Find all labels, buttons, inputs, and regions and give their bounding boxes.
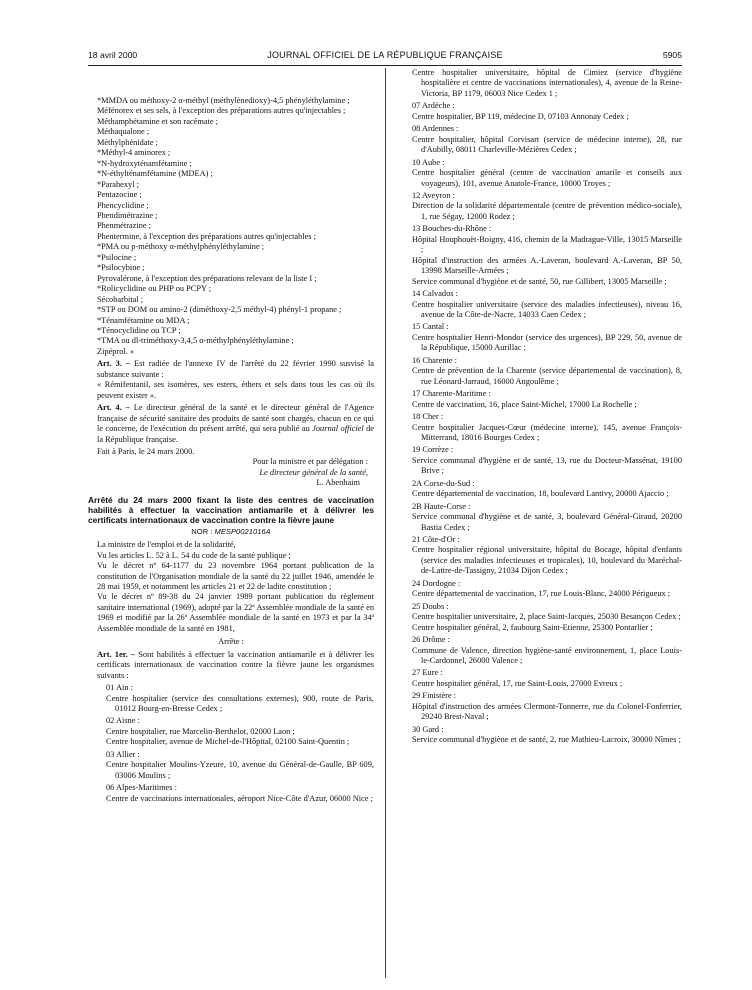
department-name: 03 Allier : — [106, 749, 140, 759]
department-block — [394, 668, 682, 689]
department-name: 07 Ardèche : — [412, 101, 455, 111]
department-entry: Centre hospitalier, hôpital Corvisart (service de médecine interne), 28, rue d'Aubilly, 08011 Charleville-Mézières Cedex ; — [412, 134, 682, 155]
department-name: 14 Calvados : — [412, 289, 458, 299]
substance-item: *Ténamfétamine ou MDA ; — [97, 315, 190, 325]
substance-item: Méfénorex et ses sels, à l'exception des préparations autres qu'injectables ; — [97, 106, 346, 116]
substance-item: *STP ou DOM ou amino-2 (diméthoxy-2,5 méthyl-4) phényl-1 propane ; — [97, 305, 342, 315]
substance-item: Phenmétrazine ; — [97, 221, 151, 231]
visa-2: Vu le décret nº 64-1177 du 23 novembre 1964 portant publication de la constitution de l'Organisation mondiale de la santé du 22 juillet 1946, amendée le 28 mai 1959, et notamment les articles 21 et 22 de ladite constitution ; — [97, 561, 374, 592]
department-name: 02 Aisne : — [106, 716, 140, 726]
article-1 — [88, 650, 374, 681]
visa-3: Vu le décret nº 89-38 du 24 janvier 1989 portant publication du règlement sanitaire international (1969), adopté par la 22ª Assemblée mondiale de la santé en 1969 et modifié par la 26ª Assemblée mondiale de la santé en 1973 et par la 34ª Assemblée mondiale de la santé en 1981, — [97, 592, 374, 633]
department-entry: Centre hospitalier universitaire, 2, place Saint-Jacques, 25030 Besançon Cedex ; — [412, 612, 681, 622]
article-1-label: Art. 1er. – — [97, 649, 136, 659]
department-name: 21 Côte-d'Or : — [412, 535, 460, 545]
department-entry: Centre hospitalier, BP 119, médecine D, 07103 Annonay Cedex ; — [412, 111, 629, 121]
department-block — [394, 602, 682, 633]
department-block — [88, 683, 374, 714]
department-entry: Centre hospitalier régional universitaire, hôpital du Bocage, hôpital d'enfants (service des maladies infectieuses et tropicales), 10, boulevard du Maréchal-de-Lattre-de-Tassigny, 21034 Dijon Cedex ; — [412, 545, 682, 576]
nor-reference — [88, 527, 374, 537]
department-entry: Centre hospitalier général, 2, faubourg Saint-Etienne, 25300 Pontarlier ; — [412, 622, 653, 632]
department-entry: Commune de Valence, direction hygiène-santé environnement, 1, place Louis-le-Cardonnel, 26000 Valence ; — [412, 645, 682, 666]
department-entry: Service communal d'hygiène et de santé, 50, rue Gillibert, 13005 Marseille ; — [412, 276, 667, 286]
article-3 — [88, 359, 374, 380]
department-name: 12 Aveyron : — [412, 190, 455, 200]
department-entry: Hôpital Houphouët-Boigny, 416, chemin de la Madrague-Ville, 13015 Marseille ; — [412, 234, 682, 255]
department-block — [394, 224, 682, 287]
substance-item: Phentermine, à l'exception des préparations autres qu'injectables ; — [97, 231, 316, 241]
department-name: 29 Finistère : — [412, 691, 457, 701]
department-entry: Service communal d'hygiène et de santé, 3, boulevard Général-Giraud, 20200 Bastia Cedex ; — [412, 512, 682, 532]
substance-item: *PMA ou p-méthoxy α-méthylphényléthylamine ; — [97, 242, 265, 252]
department-block — [394, 445, 682, 476]
substance-item: Phendimétrazine ; — [97, 210, 158, 220]
department-name: 19 Corrèze : — [412, 445, 454, 455]
header-date: 18 avril 2000 — [88, 50, 138, 60]
department-entry: Centre départemental de vaccination, 18, boulevard Lantivy, 20000 Ajaccio ; — [412, 489, 669, 499]
department-block — [394, 635, 682, 666]
department-name: 10 Aube : — [412, 157, 445, 167]
substance-item: *Méthyl-4 aminorex ; — [97, 148, 171, 158]
department-entry: Centre hospitalier universitaire, hôpital de Cimiez (service d'hygiène hospitalière et centre de vaccinations internationales), 4, avenue de la Reine-Victoria, BP 1179, 06003 Nice Cedex 1 ; — [412, 68, 682, 98]
page-number: 5905 — [662, 50, 682, 60]
journal-officiel-ref: Journal officiel — [312, 424, 364, 434]
substance-item: *N-hydroxyténamfétamine ; — [97, 158, 192, 168]
department-block — [394, 158, 682, 189]
department-name: 16 Charente : — [412, 355, 457, 365]
department-block — [394, 289, 682, 320]
right-column — [394, 68, 682, 746]
left-column — [88, 96, 374, 804]
department-block — [394, 691, 682, 722]
department-block — [394, 412, 682, 443]
department-name: 25 Doubs : — [412, 601, 449, 611]
substance-item: *Psilocybine ; — [97, 263, 145, 273]
department-list-right — [394, 101, 682, 745]
department-block — [394, 479, 682, 500]
substance-item: *Parahexyl ; — [97, 179, 139, 189]
department-block — [394, 356, 682, 387]
department-entry: Centre de prévention de la Charente (service départemental de vaccination), 8, rue Léonard-Jarraud, 16000 Angoulême ; — [412, 366, 682, 386]
signature-line-1: Pour la ministre et par délégation : — [252, 457, 368, 467]
substance-item: *TMA ou dl-triméthoxy-3,4,5 α-méthylphényléthylamine ; — [97, 336, 294, 346]
department-entry: Centre hospitalier universitaire (service des maladies infectieuses), niveau 16, avenue de la Côte-de-Nacre, 14033 Caen Cedex ; — [412, 299, 682, 319]
department-name: 2A Corse-du-Sud : — [412, 478, 475, 488]
article-1-text: Sont habilités à effectuer la vaccination antiamarile et à délivrer les certificats internationaux de vaccination contre la fièvre jaune les organismes suivants : — [97, 649, 374, 680]
department-block — [394, 579, 682, 600]
department-entry: Centre hospitalier (service des consultations externes), 900, route de Paris, 01012 Bourg-en-Bresse Cedex ; — [106, 693, 374, 714]
department-entry: Centre de vaccinations internationales, aéroport Nice-Côte d'Azur, 06000 Nice ; — [106, 793, 373, 803]
minister-line: La ministre de l'emploi et de la solidarité, — [97, 540, 236, 550]
article-3-quote: « Rémifentanil, ses isomères, ses esters, éthers et sels dans tous les cas où ils peuvent exister ». — [97, 380, 374, 400]
decree-title: Arrêté du 24 mars 2000 fixant la liste des centres de vaccination habilités à effectuer la vaccination antiamarile et à délivrer les certificats internationaux de vaccination contre la fièvre jaune — [88, 494, 374, 525]
nor-label: NOR : — [191, 526, 213, 536]
department-name: 01 Ain : — [106, 683, 133, 693]
department-entry: Centre hospitalier Henri-Mondor (service des urgences), BP 229, 50, avenue de la République, 15000 Aurillac ; — [412, 332, 682, 353]
department-block — [394, 101, 682, 122]
column-divider — [385, 68, 386, 978]
page-header — [88, 50, 682, 64]
department-name: 26 Drôme : — [412, 635, 451, 645]
signature-name: L. Abenhaim — [316, 478, 360, 488]
department-block — [394, 502, 682, 533]
substance-item: *N-éthylténamfétamine (MDEA) ; — [97, 169, 213, 179]
department-entry: Centre départemental de vaccination, 17, rue Louis-Blanc, 24000 Périgueux ; — [412, 589, 671, 599]
department-block — [88, 750, 374, 781]
department-list-left — [88, 683, 374, 804]
substance-item: Méthamphétamine et son racémate ; — [97, 116, 218, 126]
department-name: 30 Gard : — [412, 724, 444, 734]
substance-item: *Rolicyclidine ou PHP ou PCPY ; — [97, 284, 212, 294]
article-4-label: Art. 4. – — [97, 403, 130, 413]
department-name: 27 Eure : — [412, 668, 443, 678]
article-4-text: Le directeur général de la santé et le directeur général de l'Agence française de sécurité sanitaire des produits de santé sont chargés, chacun en ce qui le concerne, de l'exécution du présent arrêté, qui sera publié au — [97, 403, 374, 434]
substance-item: Pentazocine ; — [97, 190, 142, 200]
substance-item: *MMDA ou méthoxy-2 α-méthyl (méthylènedioxy)-4,5 phényléthylamine ; — [97, 96, 350, 105]
article-3-label: Art. 3. – — [97, 359, 131, 369]
department-entry: Centre hospitalier, rue Marcelin-Berthelot, 02000 Laon ; — [106, 726, 295, 736]
department-block — [88, 716, 374, 747]
signature-date: Fait à Paris, le 24 mars 2000. — [97, 446, 195, 456]
department-block — [394, 389, 682, 410]
department-name: 24 Dordogne : — [412, 578, 461, 588]
visa-1: Vu les articles L. 52 à L. 54 du code de la santé publique ; — [97, 550, 291, 560]
department-entry: Hôpital d'instruction des armées A.-Laveran, boulevard A.-Laveran, BP 50, 13998 Marseille-Armées ; — [412, 255, 682, 276]
department-entry: Centre hospitalier général, 17, rue Saint-Louis, 27000 Evreux ; — [412, 678, 623, 688]
journal-title: JOURNAL OFFICIEL DE LA RÉPUBLIQUE FRANÇAISE — [267, 50, 503, 60]
department-block — [394, 535, 682, 577]
substance-item: *Psilocine ; — [97, 252, 137, 262]
department-name: 18 Cher : — [412, 412, 444, 422]
nor-value: MESP0021016A — [214, 526, 271, 536]
department-block — [394, 191, 682, 222]
department-entry: Hôpital d'instruction des armées Clermont-Tonnerre, rue du Colonel-Fonferrier, 29240 Brest-Naval ; — [412, 701, 682, 722]
department-entry: Service communal d'hygiène et de santé, 2, rue Mathieu-Lacroix, 30000 Nîmes ; — [412, 735, 681, 745]
substance-item: Sécobarbital ; — [97, 294, 144, 304]
substance-item: Pyrovalérone, à l'exception des préparations relevant de la liste I ; — [97, 273, 317, 283]
department-name: 13 Bouches-du-Rhône : — [412, 224, 492, 234]
department-name: 2B Haute-Corse : — [412, 501, 471, 511]
department-block — [88, 783, 374, 804]
department-name: 15 Cantal : — [412, 322, 449, 332]
substance-item: *Ténocyclidine ou TCP ; — [97, 325, 181, 335]
department-name: 08 Ardennes : — [412, 124, 459, 134]
article-4-end: de la République française. — [97, 424, 374, 444]
department-entry: Centre de vaccination, 16, place Saint-Michel, 17000 La Rochelle ; — [412, 399, 637, 409]
substance-item: Méthylphénidate ; — [97, 137, 158, 147]
department-entry: Centre hospitalier Jacques-Cœur (médecine interne), 145, avenue François-Mitterrand, 18016 Bourges Cedex ; — [412, 422, 682, 442]
substance-item: Méthaqualone ; — [97, 127, 150, 137]
department-name: 06 Alpes-Maritimes : — [106, 783, 177, 793]
department-entry: Direction de la solidarité départementale (centre de prévention médico-sociale), 1, rue Ségay, 12000 Rodez ; — [412, 201, 682, 221]
article-3-text: Est radiée de l'annexe IV de l'arrêté du 22 février 1990 susvisé la substance suivante : — [97, 359, 374, 379]
department-entry: Centre hospitalier général (centre de vaccination amarile et conseils aux voyageurs), 101, avenue Anatole-France, 10000 Troyes ; — [412, 168, 682, 188]
department-block — [394, 725, 682, 746]
department-name: 17 Charente-Maritime : — [412, 389, 491, 399]
department-block — [394, 322, 682, 353]
header-rule — [88, 65, 682, 66]
department-block — [394, 124, 682, 155]
department-entry: Centre hospitalier Moulins-Yzeure, 10, avenue du Général-de-Gaulle, BP 609, 03006 Moulins ; — [106, 760, 374, 780]
department-entry: Service communal d'hygiène et de santé, 13, rue du Docteur-Massénat, 19100 Brive ; — [412, 455, 682, 476]
substance-list — [88, 96, 374, 357]
signature-line-2: Le directeur général de la santé, — [259, 467, 368, 477]
department-entry: Centre hospitalier, avenue de Michel-de-l'Hôpital, 02100 Saint-Quentin ; — [106, 737, 350, 747]
article-4 — [88, 403, 374, 445]
substance-item: Phencyclidine ; — [97, 200, 149, 210]
arrete-heading: Arrête : — [218, 637, 244, 647]
substance-item: Zipéprol. » — [97, 346, 135, 356]
